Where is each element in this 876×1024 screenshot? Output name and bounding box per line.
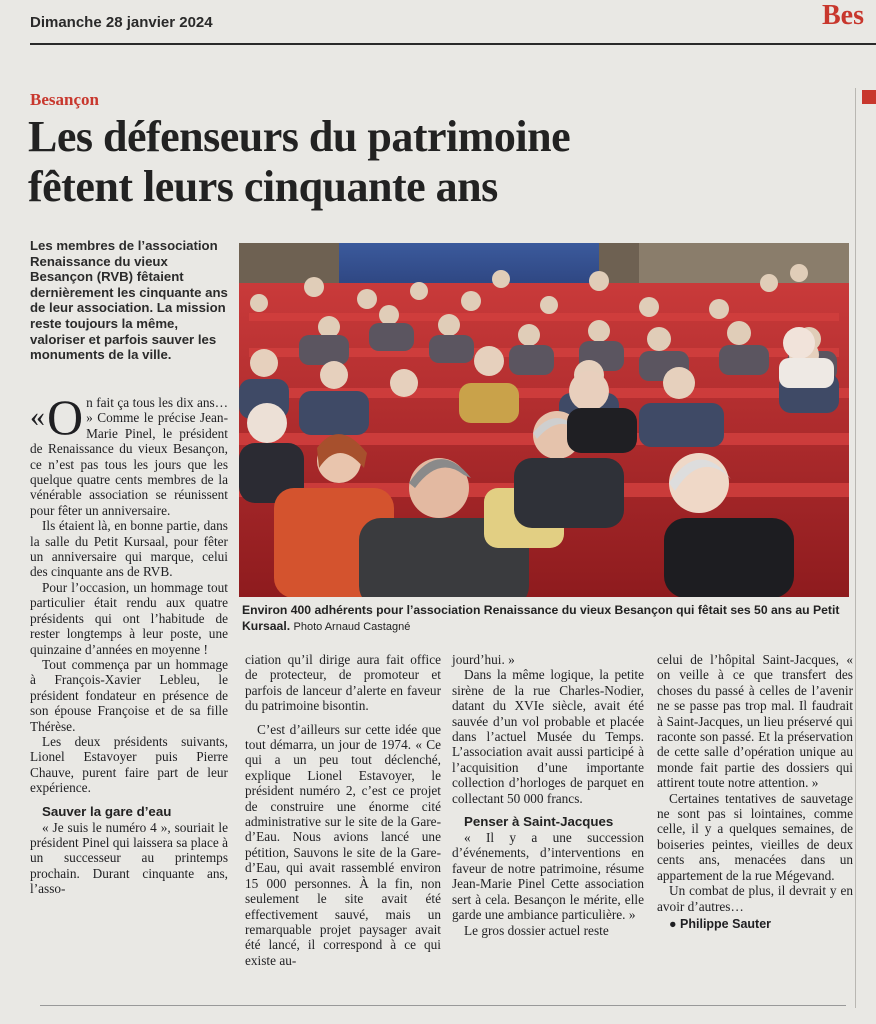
title-line-1: Les défenseurs du patrimoine xyxy=(28,112,571,161)
col4-p3: Un combat de plus, il devrait y en avoir d’autres… xyxy=(657,883,853,914)
col3-p3: « Il y a une succession d’événements, d’interventions en faveur de notre patrimoine, résume Jean-Marie Pinel Cette association sert à cela. Besançon le mérite, elle garde une ambiance particulière. » xyxy=(452,830,644,923)
caption-text: Environ 400 adhérents pour l’association Renaissance du vieux Besançon qui fêtait ses 50 ans au Petit Kursaal. xyxy=(242,603,840,633)
column-separator xyxy=(855,88,856,1008)
text-column-4 xyxy=(657,652,853,932)
col3-p2: Dans la même logique, la petite sirène de la rue Charles-Nodier, datant du XVIe siècle, avait été sauvée d’un vol probable et placée dans l’actuel Musée du Temps. L’association avait aussi participé à l’acquisition d’une importante collection d’horloges de parquet en collectant 50 000 francs. xyxy=(452,667,644,806)
text-column-1 xyxy=(30,389,228,897)
subhead-saint-jacques: Penser à Saint-Jacques xyxy=(464,814,614,830)
section-name-truncated: Bes xyxy=(822,0,864,31)
col1-p6: « Je suis le numéro 4 », souriait le président Pinel qui laissera sa place à un successeur au printemps prochain. Durant cinquante ans, l’asso- xyxy=(30,819,228,897)
col1-p3: Pour l’occasion, un hommage tout particulier était rendu aux quatre présidents qui ont l’habitude de rester longtemps à leur poste, une quinzaine d’années en moyenne ! xyxy=(30,579,228,657)
col1-p5: Les deux présidents suivants, Lionel Estavoyer puis Pierre Chauve, purent faire part de leur expérience. xyxy=(30,733,228,796)
col4-p1: celui de l’hôpital Saint-Jacques, « on veille à ce que transfert des choses du passé à celles de l’avenir ne se passe pas trop mal. Il faudrait à Saint-Jacques, un lieu préservé qui raconte son passé. Et la préservation de cette salle d’opération unique au monde fait partie des dossiers qui attirent toute notre attention. » xyxy=(657,652,853,791)
photo-illustration xyxy=(239,243,849,597)
adjacent-article-marker xyxy=(862,90,876,104)
col1-p4: Tout commença par un hommage à François-Xavier Lebleu, le président fondateur en présence de son épouse Françoise et de sa fille Thérèse. xyxy=(30,656,228,734)
audience-photo xyxy=(239,243,849,597)
dateline: Dimanche 28 janvier 2024 xyxy=(30,14,213,31)
title-line-2: fêtent leurs cinquante ans xyxy=(28,162,498,211)
article-title xyxy=(28,112,828,212)
text-column-2 xyxy=(245,652,441,968)
article-lead: Les membres de l’association Renaissance du vieux Besançon (RVB) fêtaient dernièrement les cinquante ans de leur association. La mission reste toujours la même, valoriser et parfois sauver les monuments de la ville. xyxy=(30,238,228,363)
col2-p1: ciation qu’il dirige aura fait office de protecteur, de promoteur et parfois de lanceur d’alerte en faveur du patrimoine bisontin. xyxy=(245,652,441,714)
col2-p2: C’est d’ailleurs sur cette idée que tout démarra, un jour de 1974. « Ce qui a un peu tout déclenché, explique Lionel Estavoyer, le président numéro 2, c’est ce projet de construire une énorme cité administrative sur le site de la Gare-d’Eau. Nous avions lancé une pétition, Sauvons le site de la Gare-d’Eau, qui avait rassemblé environ 15 000 personnes. À la fin, non seulement le site avait été effectivement sauvé, mais un remarquable projet paysager avait été lancé, il correspond à ce qui existe au- xyxy=(245,721,441,968)
footer-rule xyxy=(40,1005,846,1006)
author-signature: ● Philippe Sauter xyxy=(669,916,772,931)
drop-cap: O xyxy=(47,389,84,445)
header-rule xyxy=(30,43,876,45)
col3-p1: jourd’hui. » xyxy=(452,652,515,667)
col1-p1: n fait ça tous les dix ans… » Comme le précise Jean-Marie Pinel, le président de Renaissance du vieux Besançon, ce n’est pas tous les jours que les quelque quatre cents membres de la vénérable association se réunissent pour fêter un anniversaire. xyxy=(30,395,228,518)
subhead-gare-eau: Sauver la gare d’eau xyxy=(42,803,172,819)
col1-p2: Ils étaient là, en bonne partie, dans la salle du Petit Kursaal, pour fêter un anniversaire qui marque, celui des cinquante ans de RVB. xyxy=(30,518,228,580)
col4-p2: Certaines tentatives de sauvetage ne sont pas si lointaines, comme celle, il y a quelques semaines, de boiseries peintes, vieilles de deux cents ans, menacées dans un appartement de la rue Mégevand. xyxy=(657,790,853,883)
col1-paragraph xyxy=(30,389,228,518)
article-kicker: Besançon xyxy=(30,90,99,109)
photo-caption xyxy=(242,602,852,635)
opening-guillemet: « xyxy=(30,400,45,433)
photo-credit: Photo Arnaud Castagné xyxy=(293,621,411,633)
col3-p4: Le gros dossier actuel reste xyxy=(464,922,609,938)
text-column-3 xyxy=(452,652,644,938)
